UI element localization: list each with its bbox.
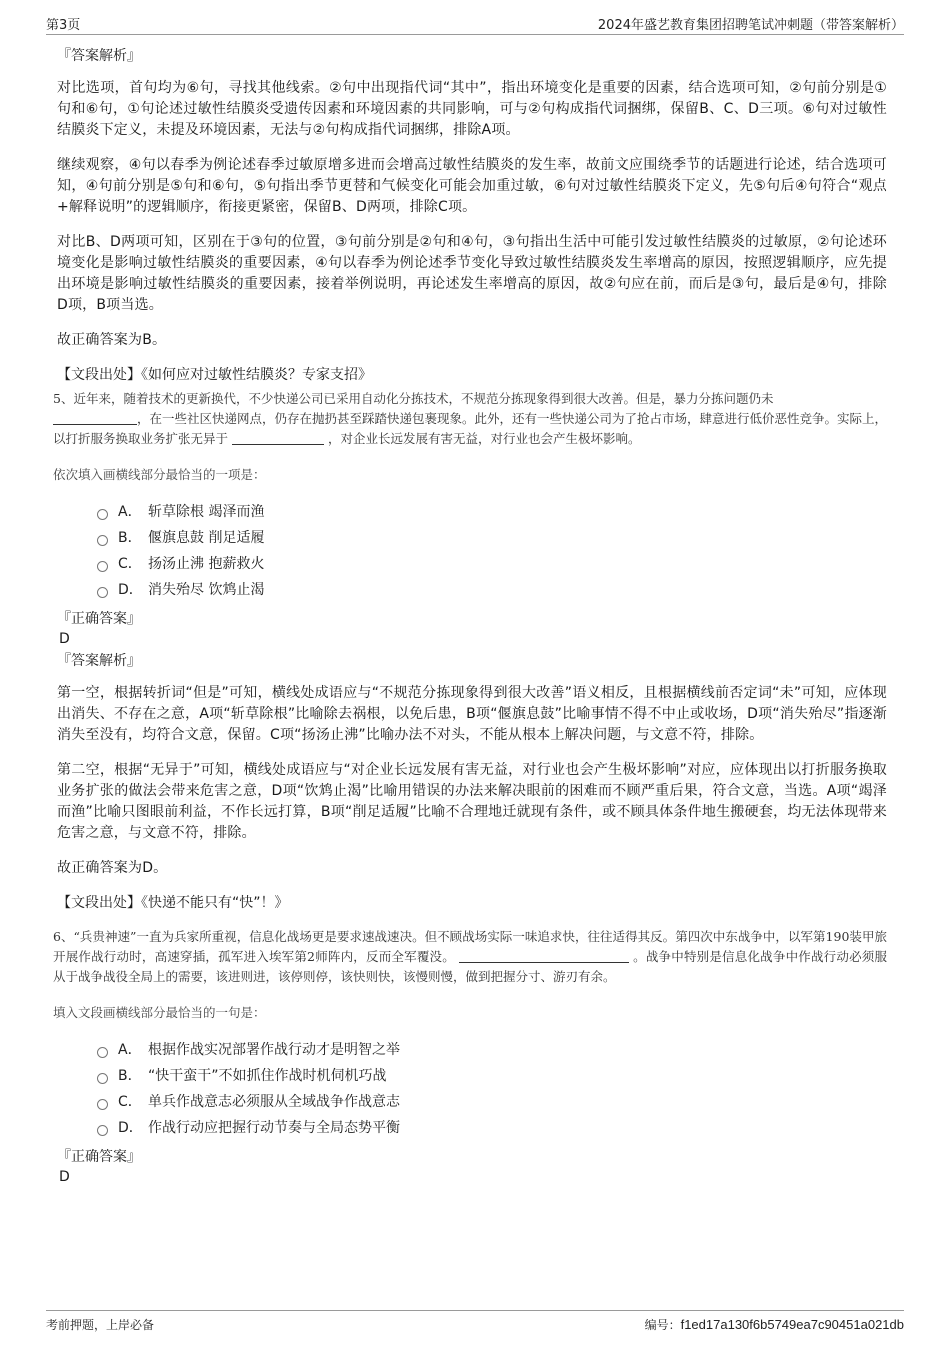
q4-analysis-paragraph-3: 对比B、D两项可知，区别在于③句的位置，③句前分别是②句和④句，③句指出生活中可能引发过敏性结膜炎的过敏原，②句论述环境变化是影响过敏性结膜炎的重要因素，④句以春季为例论述季节变化导致过敏性结膜炎发生率增高的原因，按照逻辑顺序，应先提出环境是影响过敏性结膜炎的重要因素，接着举例说明，再论述发生率增高的原因，故②句应在前，而后是③句，最后是④句，排除D项，B项当选。 — [57, 234, 887, 313]
q5-correct-answer: D — [59, 631, 70, 647]
radio-icon[interactable] — [97, 535, 108, 546]
option-text: 消失殆尽 饮鸩止渴 — [148, 582, 265, 598]
code-label: 编号： — [644, 1318, 681, 1332]
q6-correct-label: 『正确答案』 — [57, 1149, 141, 1165]
option-letter: D． — [118, 1120, 143, 1136]
option-text: 偃旗息鼓 削足适履 — [148, 530, 265, 546]
code-value: f1ed17a130f6b5749ea7c90451a021db — [680, 1317, 904, 1332]
q5-stem-part-1: 5、近年来，随着技术的更新换代，不少快递公司已采用自动化分拣技术，不规范分拣现象得到很大改善。但是，暴力分拣问题仍未 — [53, 391, 774, 406]
q6-option-c[interactable] — [97, 1089, 887, 1115]
option-letter: C． — [118, 556, 142, 572]
option-text: 扬汤止沸 抱薪救火 — [148, 556, 265, 572]
q5-conclusion: 故正确答案为D。 — [57, 860, 168, 876]
q5-option-d[interactable] — [97, 577, 887, 603]
q6-blank — [459, 948, 629, 963]
q5-analysis-label: 『答案解析』 — [57, 653, 141, 669]
q5-analysis-paragraph-1: 第一空，根据转折词“但是”可知，横线处成语应与“不规范分拣现象得到很大改善”语义相反，且根据横线前否定词“未”可知，应体现出消失、不存在之意，A项“斩草除根”比喻除去祸根，以免后患，B项“偃旗息鼓”比喻事情不得不中止或收场，D项“消失殆尽”指逐渐消失至没有，均符合文意，保留。C项“扬汤止沸”比喻办法不对头，不能从根本上解决问题，与文意不符，排除。 — [57, 685, 887, 743]
option-letter: B． — [118, 1068, 142, 1084]
q4-conclusion: 故正确答案为B。 — [57, 332, 167, 348]
footer-code — [645, 1316, 904, 1333]
option-text: 斩草除根 竭泽而渔 — [148, 504, 265, 520]
radio-icon[interactable] — [97, 509, 108, 520]
q5-correct-label: 『正确答案』 — [57, 611, 141, 627]
q4-analysis-label: 『答案解析』 — [57, 48, 141, 64]
radio-icon[interactable] — [97, 1047, 108, 1058]
option-text: “快干蛮干”不如抓住作战时机伺机巧战 — [148, 1068, 387, 1084]
option-letter: A． — [118, 504, 142, 520]
footer-slogan: 考前押题，上岸必备 — [46, 1318, 155, 1332]
option-text: 根据作战实况部署作战行动才是明智之举 — [148, 1042, 400, 1058]
option-letter: C． — [118, 1094, 142, 1110]
radio-icon[interactable] — [97, 1073, 108, 1084]
q6-stem — [53, 927, 887, 987]
page-number: 第3页 — [46, 18, 81, 33]
option-letter: D． — [118, 582, 143, 598]
q6-stem-part-2: 。战争中特别是信息化战争中作战行动必须服从于战争战役全局上的需要，该进则进，该停则停，该快则快，该慢则慢，做到把握分寸、游刃有余。 — [53, 949, 887, 984]
q5-blank-1 — [53, 410, 137, 425]
radio-icon[interactable] — [97, 561, 108, 572]
option-letter: B． — [118, 530, 142, 546]
q5-option-a[interactable] — [97, 499, 887, 525]
q5-stem-part-3: ，对企业长远发展有害无益，对行业也会产生极坏影响。 — [328, 431, 641, 446]
q6-option-b[interactable] — [97, 1063, 887, 1089]
option-text: 作战行动应把握行动节奏与全局态势平衡 — [148, 1120, 400, 1136]
q5-option-b[interactable] — [97, 525, 887, 551]
q6-stem-part-1: 6、“兵贵神速”一直为兵家所重视，信息化战场更是要求速战速决。但不顾战场实际一味追求快，往往适得其反。第四次中东战争中，以军第190装甲旅开展作战行动时，高速穿插，孤军进入埃军第2师阵内，反而全军覆没。 — [53, 929, 887, 964]
radio-icon[interactable] — [97, 1099, 108, 1110]
q6-options — [97, 1037, 887, 1141]
radio-icon[interactable] — [97, 1125, 108, 1136]
q6-correct-answer: D — [59, 1169, 70, 1185]
q5-instruction: 依次填入画横线部分最恰当的一项是： — [53, 467, 266, 482]
q4-analysis-paragraph-2: 继续观察，④句以春季为例论述春季过敏原增多进而会增高过敏性结膜炎的发生率，故前文应围绕季节的话题进行论述，结合选项可知，④句前分别是⑤句和⑥句，⑤句指出季节更替和气候变化可能会加重过敏，⑥句对过敏性结膜炎下定义，先⑤句后④句符合“观点+解释说明”的逻辑顺序，衔接更紧密，保留B、D两项，排除C项。 — [57, 157, 887, 215]
radio-icon[interactable] — [97, 587, 108, 598]
page-content — [53, 46, 888, 1189]
page-footer — [46, 1310, 904, 1333]
option-letter: A． — [118, 1042, 142, 1058]
q5-option-c[interactable] — [97, 551, 887, 577]
option-text: 单兵作战意志必须服从全域战争作战意志 — [148, 1094, 400, 1110]
q6-option-a[interactable] — [97, 1037, 887, 1063]
q6-option-d[interactable] — [97, 1115, 887, 1141]
q5-stem — [53, 389, 887, 449]
q5-source: 【文段出处】《快递不能只有“快”！》 — [57, 895, 289, 911]
document-title: 2024年盛艺教育集团招聘笔试冲刺题（带答案解析） — [597, 18, 904, 33]
q4-source: 【文段出处】《如何应对过敏性结膜炎？专家支招》 — [57, 367, 372, 383]
q5-options — [97, 499, 887, 603]
page-header — [46, 14, 904, 35]
q5-blank-2 — [232, 430, 324, 445]
q4-analysis-paragraph-1: 对比选项，首句均为⑥句，寻找其他线索。②句中出现指代词“其中”，指出环境变化是重要的因素，结合选项可知，②句前分别是①句和⑥句，①句论述过敏性结膜炎受遗传因素和环境因素的共同影响，可与②句构成指代词捆绑，保留B、C、D三项。⑥句对过敏性结膜炎下定义，未提及环境因素，无法与②句构成指代词捆绑，排除A项。 — [57, 80, 887, 138]
q5-stem-part-2: ，在一些社区快递网点，仍存在抛扔甚至踩踏快递包裹现象。此外，还有一些快递公司为了抢占市场，肆意进行低价恶性竞争。实际上，以打折服务换取业务扩张无异于 — [53, 411, 888, 446]
q5-analysis-paragraph-2: 第二空，根据“无异于”可知，横线处成语应与“对企业长远发展有害无益，对行业也会产生极坏影响”对应，应体现出以打折服务换取业务扩张的做法会带来危害之意，D项“饮鸩止渴”比喻用错误的办法来解决眼前的困难而不顾严重后果，符合文意，当选。A项“竭泽而渔”比喻只图眼前利益，不作长远打算，B项“削足适履”比喻不合理地迁就现有条件，或不顾具体条件地生搬硬套，均无法体现带来危害之意，与文意不符，排除。 — [57, 762, 887, 841]
q6-instruction: 填入文段画横线部分最恰当的一句是： — [53, 1005, 266, 1020]
